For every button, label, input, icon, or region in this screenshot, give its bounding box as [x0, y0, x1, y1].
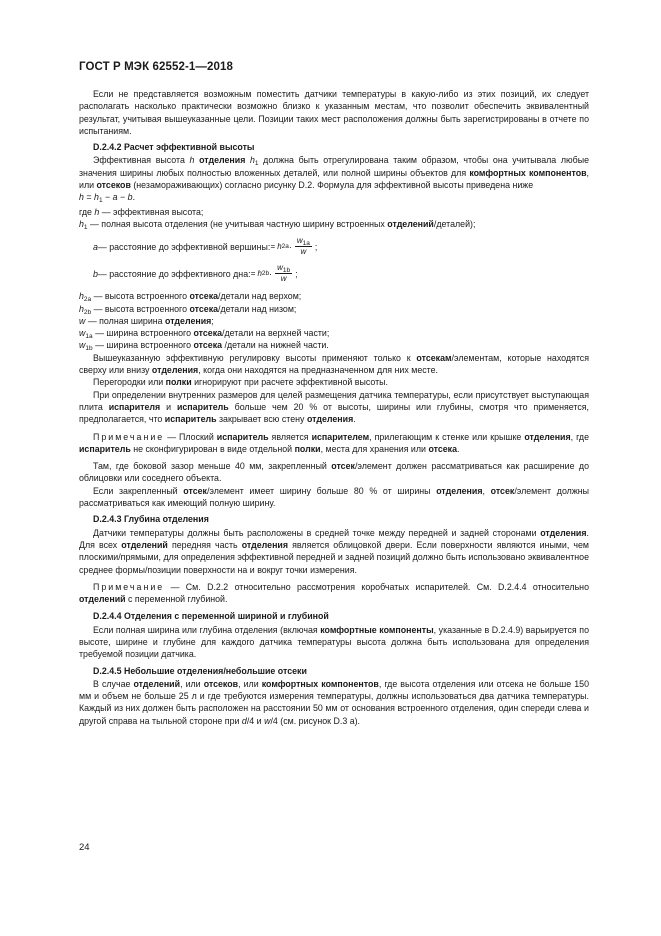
paragraph: Эффективная высота h отделения $h_1$ должна быть отрегулирована таким образом, чтобы она учитывала любые значения ширины любых полностью вложенных деталей, или полной ширины объектов для комфортных компонентов, или отсеков (незамораживающих) согласно рисунку D.2. Формула для эффективной высоты приведена ниже — [79, 155, 589, 191]
definition-w1b: $w_{1b}$ — ширина встроенного отсека /детали на нижней части. — [79, 340, 329, 353]
formula-effective-height: $h = h_1 - a - b$. — [79, 192, 136, 205]
note-paragraph: Примечание — Плоский испаритель является испарителем, прилегающим к стенке или крышке отделения, где испаритель не сконфигурирован в виде отдельной полки, места для хранения или отсека. — [79, 431, 590, 454]
page-number: 24 — [79, 842, 90, 853]
paragraph: Вышеуказанную эффективную регулировку высоты применяют только к отсекам/элементам, которые находятся сверху или внизу отделения, когда они находятся на предназначенном для них месте. — [79, 352, 589, 376]
section-heading-d245: D.2.4.5 Небольшие отделения/небольшие отсеки — [93, 665, 307, 676]
section-heading-d244: D.2.4.4 Отделения с переменной шириной и глубиной — [93, 611, 329, 622]
intro-paragraph: Если не представляется возможным поместить датчики температуры в какую-либо из этих позиций, их следует располагать насколько практически возможно близко к указанным местам, что позволит обеспечить эквивалентный результат, учитывая вышеуказанные цели. Позиции таких мест расположения должны быть зарегистрированы в отчете по испытаниям. — [79, 89, 589, 136]
definition-w: w — полная ширина отделения; — [79, 315, 214, 326]
definition-h: где h — эффективная высота; — [79, 206, 204, 217]
document-header: ГОСТ Р МЭК 62552-1—2018 — [79, 61, 233, 73]
section-heading-d243: D.2.4.3 Глубина отделения — [93, 514, 209, 525]
definition-w1a: $w_{1a}$ — ширина встроенного отсека/детали на верхней части; — [79, 328, 330, 341]
definition-b: b — расстояние до эффективного дна: = h 2b · $\frac{w_{1b}}{w}$ ; — [93, 263, 298, 284]
paragraph: Датчики температуры должны быть расположены в средней точке между передней и задней сторонами отделения. Для всех отделений передняя часть отделения является облицовкой двери. Если поверхности являются иными, чем плоскими/прямыми, для определения эффективной передней и задней позиций должно быть использовано эквивалентное среднее формы/позиции поверхности на и вокруг точки измерения. — [79, 527, 589, 575]
paragraph: Если закрепленный отсек/элемент имеет ширину больше 80 % от ширины отделения, отсек/элемент должны рассматриваться как имеющий полную ширину. — [79, 485, 589, 509]
paragraph: При определении внутренних размеров для целей размещения датчика температуры, если присутствует выступающая плита испарителя и испаритель больше чем 20 % от высоты, ширины или глубины, смотря что применяется, предполагается, что испаритель закрывает всю стену отделения. — [79, 389, 590, 425]
paragraph: Перегородки или полки игнорируют при расчете эффективной высоты. — [93, 377, 388, 388]
paragraph: Там, где боковой зазор меньше 40 мм, закрепленный отсек/элемент должен рассматриваться как расширение до облицовки или соседнего объекта. — [79, 461, 589, 484]
definition-h2a: $h_{2a}$ — высота встроенного отсека/детали над верхом; — [79, 291, 302, 304]
fraction-w1a-over-w: $\frac{w_{1a}}{w}$ — [296, 236, 310, 257]
paragraph: Если полная ширина или глубина отделения (включая комфортные компоненты, указанные в D.2.4.9) варьируется по высоте, ширине и глубине для каждого датчика температуры высота должна быть использована для определения требуемой позиции датчика. — [79, 624, 589, 660]
symbol-definitions — [79, 206, 589, 352]
paragraph: В случае отделений, или отсеков, или комфортных компонентов, где высота отделения или отсека не больше 150 мм и объем не больше 25 л и где требуются измерения температуры, должны использоваться два датчика температуры. Каждый из них должен быть расположен на расстоянии 50 мм от основания встроенного отделения, один спереди слева и другой справа на тыльной стороне при d/4 и w/4 (см. рисунок D.3 а). — [79, 678, 589, 726]
note-paragraph: Примечание — См. D.2.2 относительно рассмотрения коробчатых испарителей. См. D.2.4.4 относительно отделений с переменной глубиной. — [79, 581, 589, 605]
definition-h2b: $h_{2b}$ — высота встроенного отсека/детали над низом; — [79, 303, 297, 316]
page-content — [79, 88, 589, 727]
section-heading-d242: D.2.4.2 Расчет эффективной высоты — [93, 142, 255, 153]
fraction-w1b-over-w: $\frac{w_{1b}}{w}$ — [277, 263, 291, 284]
definition-a: a — расстояние до эффективной вершины: = h 2a · $\frac{w_{1a}}{w}$ ; — [93, 236, 318, 257]
definition-h1: $h_1$ — полная высота отделения (не учитывая частную ширину встроенных отделений/деталей); — [79, 218, 476, 231]
